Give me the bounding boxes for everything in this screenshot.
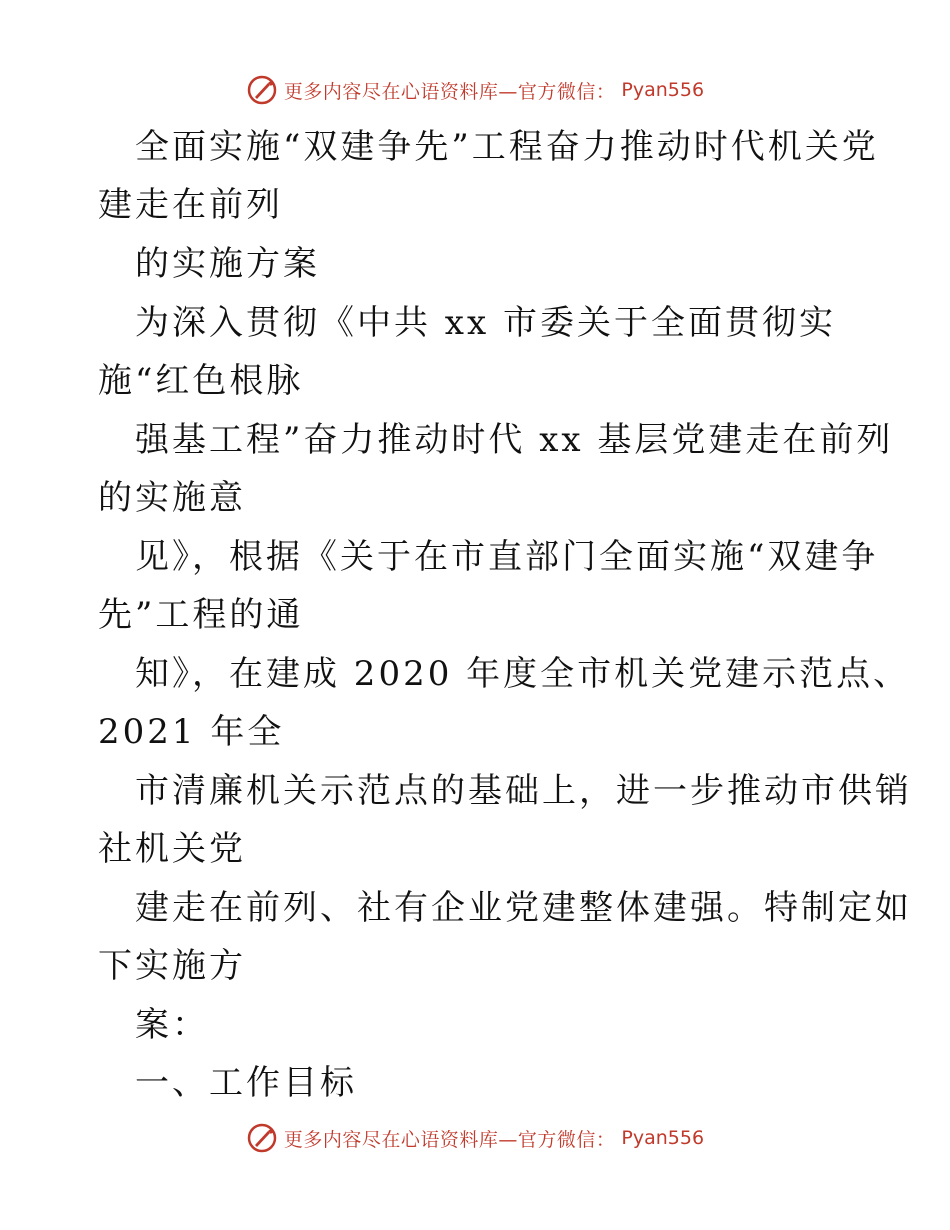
watermark-account: Pyan556 <box>621 1127 705 1149</box>
title-line-2: 建走在前列 <box>98 185 283 225</box>
paragraph-line: 市清廉机关示范点的基础上，进一步推动市供销 <box>135 771 912 811</box>
watermark-account: Pyan556 <box>621 79 705 101</box>
feather-pen-logo-icon <box>246 1122 278 1154</box>
paragraph-line: 建走在前列、社有企业党建整体建强。特制定如 <box>135 888 912 928</box>
paragraph-line: 社机关党 <box>98 829 246 869</box>
watermark-text: 更多内容尽在心语资料库—官方微信： <box>283 80 616 103</box>
paragraph-line: 下实施方 <box>98 946 246 986</box>
section-heading: 一、工作目标 <box>135 1063 357 1103</box>
paragraph-line: 知》，在建成 2020 年度全市机关党建示范点、 <box>135 654 911 694</box>
paragraph-line: 的实施意 <box>98 478 246 518</box>
watermark-footer <box>0 1118 950 1158</box>
watermark-text: 更多内容尽在心语资料库—官方微信： <box>283 1128 616 1151</box>
paragraph-line: 先”工程的通 <box>98 595 304 635</box>
paragraph-line: 2021 年全 <box>98 712 285 752</box>
title-line-3: 的实施方案 <box>135 244 320 284</box>
paragraph-line: 施“红色根脉 <box>98 361 304 401</box>
paragraph-line: 为深入贯彻《中共 xx 市委关于全面贯彻实 <box>135 303 836 343</box>
paragraph-line: 见》，根据《关于在市直部门全面实施“双建争 <box>135 537 879 577</box>
paragraph-line: 强基工程”奋力推动时代 xx 基层党建走在前列 <box>135 420 894 460</box>
title-line-1: 全面实施“双建争先”工程奋力推动时代机关党 <box>135 127 879 167</box>
paragraph-line: 案： <box>135 1005 209 1045</box>
